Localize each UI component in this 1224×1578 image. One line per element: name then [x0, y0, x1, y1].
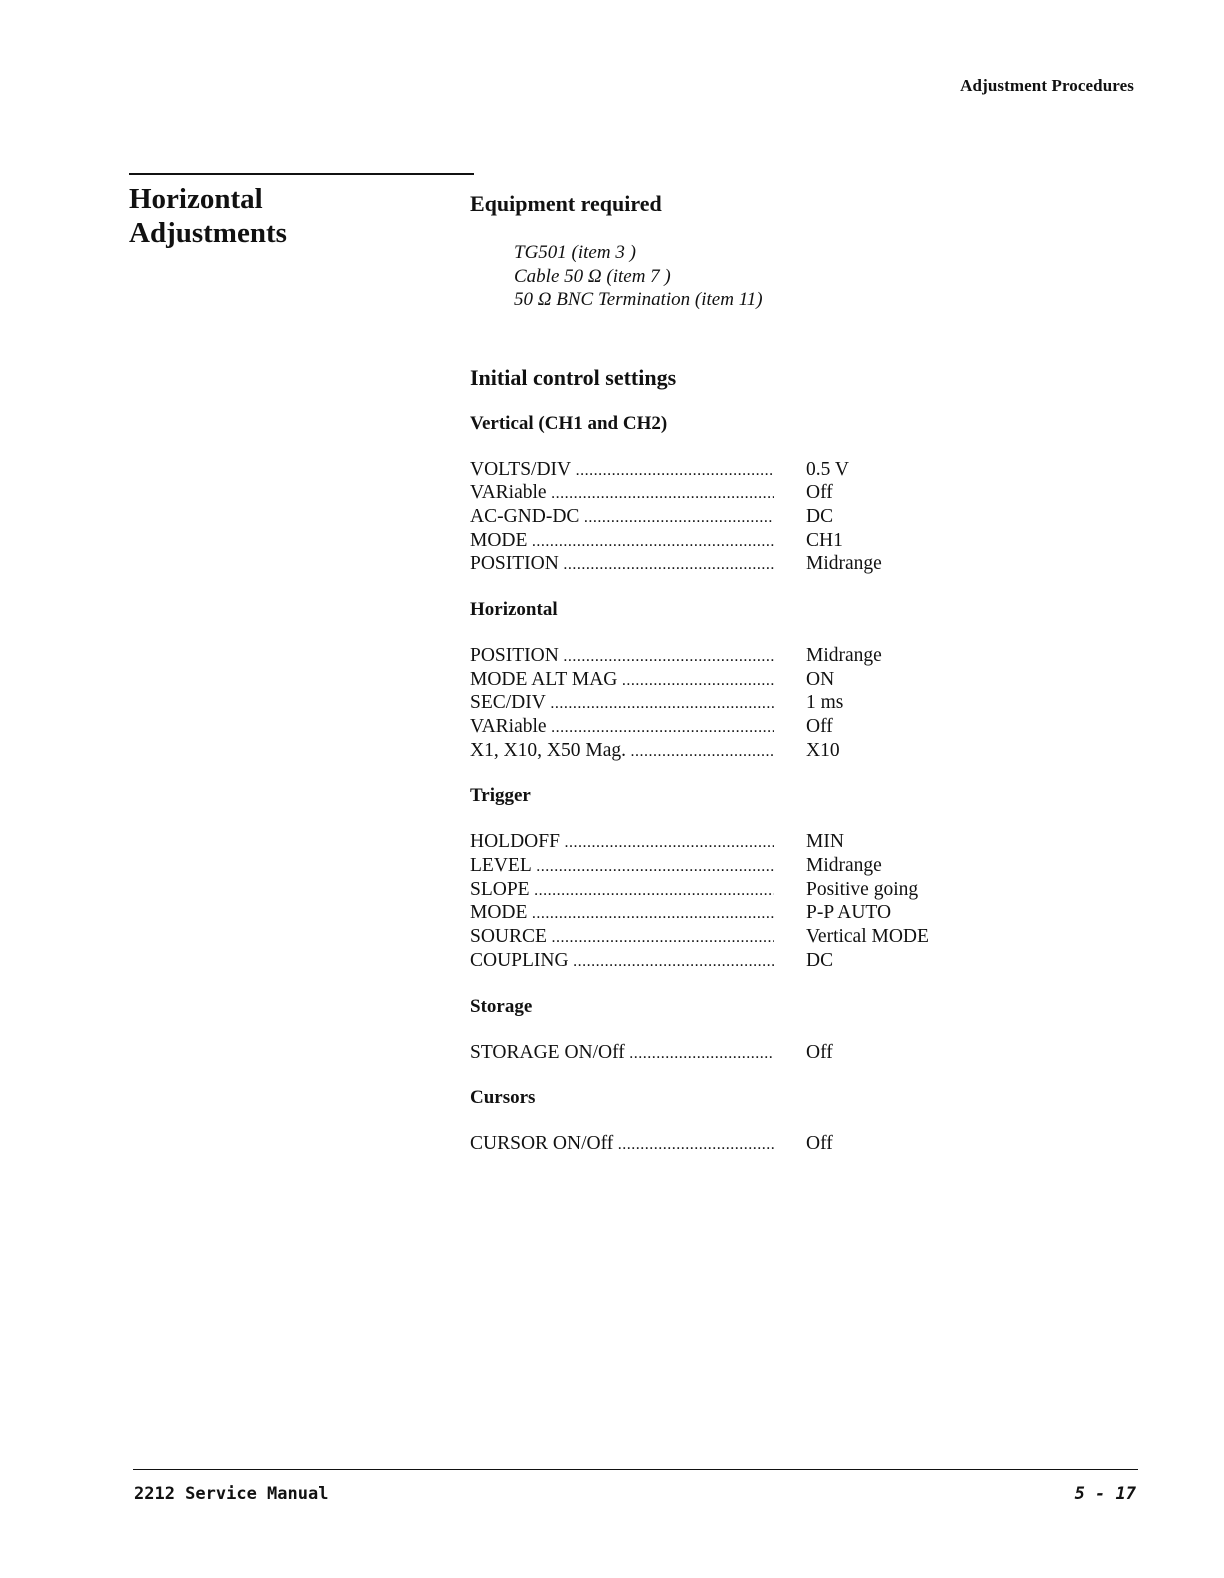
setting-row: [470, 901, 970, 925]
setting-value: Off: [806, 716, 833, 737]
setting-label: MODE ALT MAG .....: [470, 668, 774, 693]
equipment-item: Cable 50 Ω (item 7 ): [514, 265, 671, 287]
setting-label: POSITION .....: [470, 552, 774, 577]
setting-value: Midrange: [806, 644, 882, 666]
equipment-item: TG501 (item 3 ): [514, 242, 636, 263]
section-rule: [129, 173, 474, 175]
setting-label: SLOPE .....: [470, 878, 774, 903]
setting-row: [470, 949, 970, 973]
storage-settings: [470, 1041, 970, 1065]
setting-row: [470, 505, 970, 529]
setting-label: HOLDOFF .....: [470, 830, 774, 855]
setting-value: 0.5 V: [806, 458, 849, 480]
horizontal-heading: Horizontal: [470, 598, 558, 620]
setting-label: MODE .....: [470, 529, 774, 554]
footer-page-number: 5 - 17: [1074, 1484, 1136, 1504]
setting-value: MIN: [806, 831, 844, 853]
setting-value: Off: [806, 1133, 833, 1155]
setting-label: VOLTS/DIV .....: [470, 458, 774, 483]
running-head: Adjustment Procedures: [960, 76, 1134, 95]
setting-label: VARiable .....: [470, 715, 774, 740]
setting-label: X1, X10, X50 Mag. .....: [470, 739, 774, 764]
setting-value: DC: [806, 949, 834, 971]
setting-row: [470, 925, 970, 949]
setting-label: MODE .....: [470, 901, 774, 926]
setting-row: [470, 878, 970, 902]
setting-value: Positive going: [806, 878, 919, 900]
setting-row: [470, 830, 970, 854]
setting-row: [470, 529, 970, 553]
vertical-settings: [470, 458, 970, 576]
setting-value: CH1: [806, 529, 843, 551]
setting-value: Vertical MODE: [806, 926, 929, 948]
setting-row: [470, 1041, 970, 1065]
vertical-heading: Vertical (CH1 and CH2): [470, 412, 668, 434]
setting-label: POSITION .....: [470, 644, 774, 669]
setting-row: [470, 668, 970, 692]
setting-value: P-P AUTO: [806, 902, 892, 924]
setting-label: LEVEL .....: [470, 854, 774, 879]
section-title: [129, 182, 287, 250]
setting-value: X10: [806, 739, 840, 761]
section-title-line2: Adjustments: [129, 217, 287, 249]
setting-label: SOURCE .....: [470, 925, 774, 950]
footer-manual-title: 2212 Service Manual: [134, 1484, 329, 1504]
setting-row: [470, 644, 970, 668]
setting-value: Midrange: [806, 855, 882, 877]
equipment-heading: Equipment required: [470, 191, 662, 216]
trigger-settings: [470, 830, 970, 972]
section-title-line1: Horizontal: [129, 183, 263, 215]
setting-value: DC: [806, 505, 834, 527]
setting-row: [470, 691, 970, 715]
setting-value: ON: [806, 668, 835, 690]
setting-value: Off: [806, 1041, 833, 1063]
cursors-settings: [470, 1132, 970, 1156]
setting-label: AC-GND-DC .....: [470, 505, 774, 530]
setting-row: [470, 1132, 970, 1156]
setting-value: 1 ms: [806, 692, 844, 714]
footer-rule: [133, 1469, 1138, 1470]
main-content: [470, 190, 970, 1156]
storage-heading: Storage: [470, 995, 533, 1017]
trigger-heading: Trigger: [470, 785, 531, 807]
cursors-heading: Cursors: [470, 1087, 536, 1109]
equipment-list: [470, 241, 970, 312]
setting-row: [470, 854, 970, 878]
equipment-item: 50 Ω BNC Termination (item 11): [514, 289, 763, 310]
setting-row: [470, 481, 970, 505]
setting-value: Midrange: [806, 553, 882, 575]
setting-row: [470, 715, 970, 739]
setting-row: [470, 552, 970, 576]
setting-value: Off: [806, 482, 833, 504]
setting-label: SEC/DIV .....: [470, 691, 774, 716]
setting-row: [470, 458, 970, 482]
horizontal-settings: [470, 644, 970, 762]
setting-label: STORAGE ON/Off .....: [470, 1041, 774, 1066]
setting-label: VARiable .....: [470, 481, 774, 506]
setting-label: CURSOR ON/Off .....: [470, 1132, 774, 1157]
setting-label: COUPLING .....: [470, 949, 774, 974]
setting-row: [470, 739, 970, 763]
initial-settings-heading: Initial control settings: [470, 364, 677, 390]
